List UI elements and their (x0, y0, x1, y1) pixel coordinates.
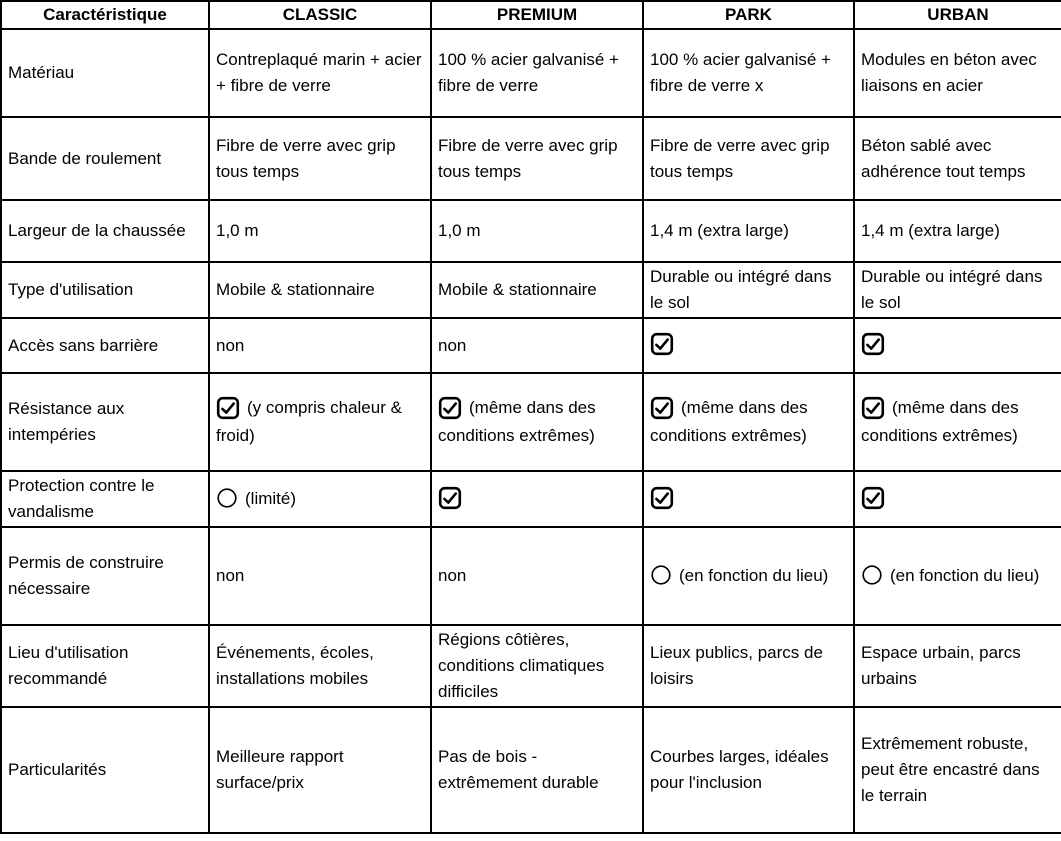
cell-text: Fibre de verre avec grip tous temps (438, 135, 618, 181)
table-cell (209, 707, 431, 833)
cell-text: non (216, 566, 245, 585)
cell-text: Pas de bois - extrêmement durable (438, 747, 599, 792)
table-cell (643, 200, 854, 262)
table-cell (643, 707, 854, 833)
row-label: Résistance aux intempéries (1, 373, 209, 471)
row-label: Type d'utilisation (1, 262, 209, 318)
table-cell (854, 262, 1061, 318)
table-cell (643, 373, 854, 471)
cell-text: Mobile & stationnaire (216, 280, 375, 299)
cell-text: Fibre de verre avec grip tous temps (216, 135, 396, 181)
table-cell (643, 262, 854, 318)
table-cell (431, 707, 643, 833)
row-label: Largeur de la chaussée (1, 200, 209, 262)
checked-checkbox-icon (861, 486, 885, 510)
column-header-classic: CLASSIC (209, 1, 431, 29)
table-cell (431, 471, 643, 527)
checked-checkbox-icon (650, 332, 674, 356)
table-cell (854, 471, 1061, 527)
cell-text: (limité) (245, 488, 296, 508)
header-row (1, 1, 1061, 29)
cell-text: 1,4 m (extra large) (861, 221, 1000, 240)
table-cell (643, 527, 854, 625)
checked-checkbox-icon (650, 486, 674, 510)
table-row-bande-de-roulement (1, 117, 1061, 200)
cell-text: Lieux publics, parcs de loisirs (650, 643, 823, 688)
checked-checkbox-icon (650, 396, 674, 420)
cell-text: Extrêmement robuste, peut être encastré dans le terrain (861, 734, 1040, 805)
checked-checkbox-icon (861, 332, 885, 356)
table-cell (431, 318, 643, 373)
table-cell (854, 625, 1061, 707)
table-row-materiau (1, 29, 1061, 117)
cell-text: Contreplaqué marin + acier + fibre de verre (216, 50, 422, 95)
cell-text: 1,0 m (438, 221, 481, 240)
cell-text: 100 % acier galvanisé + fibre de verre (438, 50, 619, 95)
table-cell (643, 29, 854, 117)
table-row-acces-sans-barriere (1, 318, 1061, 373)
cell-text: non (438, 335, 467, 355)
cell-text: (en fonction du lieu) (890, 565, 1040, 585)
cell-text: Béton sablé avec adhérence tout temps (861, 135, 1026, 181)
table-cell (854, 318, 1061, 373)
cell-text: (y compris chaleur & froid) (216, 398, 402, 445)
table-cell (209, 29, 431, 117)
cell-text: 1,4 m (extra large) (650, 221, 789, 240)
table-row-lieu-utilisation (1, 625, 1061, 707)
cell-text: non (438, 566, 467, 585)
table-cell (209, 262, 431, 318)
table-cell (209, 625, 431, 707)
column-header-urban: URBAN (854, 1, 1061, 29)
table-cell (209, 527, 431, 625)
cell-text: (même dans des conditions extrêmes) (650, 398, 808, 445)
column-header-park: PARK (643, 1, 854, 29)
cell-text: Événements, écoles, installations mobiles (216, 643, 374, 688)
cell-text: 1,0 m (216, 221, 259, 240)
table-row-resistance-intemperies (1, 373, 1061, 471)
checked-checkbox-icon (438, 396, 462, 420)
empty-circle-icon (861, 564, 883, 586)
cell-text: Courbes larges, idéales pour l'inclusion (650, 747, 829, 792)
row-label: Matériau (1, 29, 209, 117)
cell-text: (en fonction du lieu) (679, 565, 829, 585)
cell-text: (même dans des conditions extrêmes) (438, 398, 596, 445)
table-cell (854, 707, 1061, 833)
table-cell (431, 117, 643, 200)
table-cell (854, 527, 1061, 625)
table-cell (209, 318, 431, 373)
cell-text: Durable ou intégré dans le sol (650, 267, 832, 312)
empty-circle-icon (650, 564, 672, 586)
checked-checkbox-icon (438, 486, 462, 510)
table-cell (431, 200, 643, 262)
cell-text: Régions côtières, conditions climatiques difficiles (438, 630, 605, 701)
cell-text: Mobile & stationnaire (438, 280, 597, 299)
table-cell (643, 318, 854, 373)
row-label: Lieu d'utilisation recommandé (1, 625, 209, 707)
table-cell (209, 200, 431, 262)
row-label: Bande de roulement (1, 117, 209, 200)
cell-text: (même dans des conditions extrêmes) (861, 398, 1019, 445)
table-row-protection-vandalisme (1, 471, 1061, 527)
table-cell (209, 117, 431, 200)
table-cell (431, 373, 643, 471)
table-cell (431, 29, 643, 117)
cell-text: Modules en béton avec liaisons en acier (861, 50, 1037, 95)
table-row-permis-de-construire (1, 527, 1061, 625)
row-label: Particularités (1, 707, 209, 833)
table-cell (854, 29, 1061, 117)
row-label: Permis de construire nécessaire (1, 527, 209, 625)
row-label: Protection contre le vandalisme (1, 471, 209, 527)
table-cell (854, 117, 1061, 200)
column-header-premium: PREMIUM (431, 1, 643, 29)
table-row-largeur-chaussee (1, 200, 1061, 262)
table-cell (643, 625, 854, 707)
table-row-type-utilisation (1, 262, 1061, 318)
column-header-caracteristique: Caractéristique (1, 1, 209, 29)
row-label: Accès sans barrière (1, 318, 209, 373)
table-row-particularites (1, 707, 1061, 833)
table-cell (643, 471, 854, 527)
cell-text: Durable ou intégré dans le sol (861, 267, 1043, 312)
table-cell (431, 625, 643, 707)
cell-text: Fibre de verre avec grip tous temps (650, 135, 830, 181)
cell-text: Espace urbain, parcs urbains (861, 643, 1021, 688)
table-cell (854, 200, 1061, 262)
table-cell (431, 527, 643, 625)
table-cell (209, 471, 431, 527)
cell-text: 100 % acier galvanisé + fibre de verre x (650, 50, 831, 95)
table-cell (209, 373, 431, 471)
table-cell (854, 373, 1061, 471)
table-cell (431, 262, 643, 318)
table-cell (643, 117, 854, 200)
checked-checkbox-icon (216, 396, 240, 420)
checked-checkbox-icon (861, 396, 885, 420)
cell-text: Meilleure rapport surface/prix (216, 747, 344, 792)
cell-text: non (216, 335, 245, 355)
empty-circle-icon (216, 487, 238, 509)
